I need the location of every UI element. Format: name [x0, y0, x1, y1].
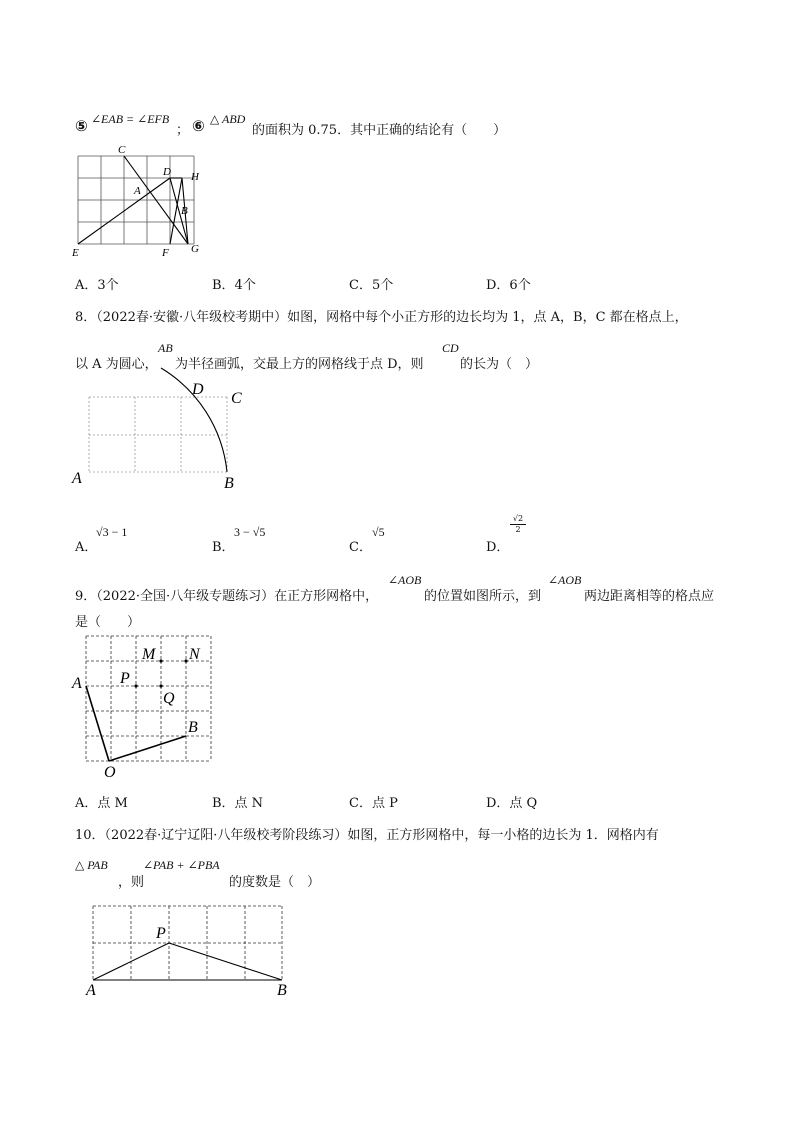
q9-label-Q: Q	[163, 690, 175, 707]
q8-option-b-letter: B．	[212, 540, 235, 555]
q7-option-a: A．3个	[75, 278, 119, 293]
q7-label-D: D	[163, 166, 171, 178]
q7-label-F: F	[162, 247, 169, 259]
q10-label-B: B	[277, 982, 287, 999]
q8-label-C: C	[231, 390, 242, 407]
q10-label-A: A	[86, 982, 96, 999]
q10-label-P: P	[156, 925, 166, 942]
q7-option-c: C．5个	[349, 278, 394, 293]
q8-line2-c: 的长为（ ）	[460, 357, 539, 372]
q9-option-a: A．点 M	[75, 796, 128, 811]
q8-option-b-value: 3 − √5	[234, 525, 266, 539]
item6-marker: ⑥	[192, 117, 205, 135]
q8-option-d-numerator: √2	[510, 514, 526, 525]
q9-line1-b: 的位置如图所示，到	[424, 589, 542, 604]
q9-label-P: P	[120, 670, 130, 687]
q9-math-aob-2: ∠AOB	[548, 573, 582, 587]
q8-math-cd: CD	[442, 341, 459, 355]
q7-label-H: H	[191, 171, 199, 183]
item5-math: ∠EAB = ∠EFB	[91, 112, 170, 126]
q10-math-pab: △ PAB	[75, 858, 108, 872]
q9-line2: 是（ ）	[75, 615, 141, 630]
q10-math-sum: ∠PAB + ∠PBA	[143, 858, 220, 872]
q7-label-C: C	[118, 144, 126, 156]
q9-line1-a: 9．（2022·全国·八年级专题练习）在正方形网格中，	[75, 589, 379, 604]
q9-option-c: C．点 P	[349, 796, 398, 811]
q8-label-A: A	[72, 470, 82, 487]
q7-label-E: E	[72, 247, 79, 259]
q8-option-a-letter: A．	[75, 540, 98, 555]
q9-label-N: N	[189, 646, 200, 663]
q9-label-B: B	[188, 719, 198, 736]
q10-line2-b: 的度数是（ ）	[229, 875, 321, 890]
q9-label-O: O	[104, 764, 116, 781]
q8-option-d-fraction	[510, 514, 526, 535]
item-separator: ；	[176, 123, 190, 138]
item5-marker: ⑤	[75, 117, 88, 135]
q8-figure	[65, 370, 265, 495]
q7-text: 的面积为 0.75．其中正确的结论有（ ）	[252, 123, 507, 138]
q9-label-M: M	[142, 646, 156, 663]
q8-option-d-denominator: 2	[515, 525, 521, 534]
q7-label-A: A	[134, 185, 141, 197]
item6-math: △ ABD	[210, 112, 246, 126]
q10-line2-a: ，则	[118, 875, 145, 890]
q9-option-d: D．点 Q	[486, 796, 538, 811]
q8-label-D: D	[192, 381, 204, 398]
q8-label-B: B	[224, 475, 234, 492]
q10-line1: 10．（2022春·辽宁辽阳·八年级校考阶段练习）如图，正方形网格中，每一小格的边长为 1．网格内有	[75, 828, 659, 843]
q7-label-B: B	[181, 205, 188, 217]
q7-option-d: D．6个	[486, 278, 531, 293]
q8-line1: 8．（2022春·安徽·八年级校考期中）如图，网格中每个小正方形的边长均为 1，点 A，B，C 都在格点上，	[75, 310, 688, 325]
q9-option-b: B．点 N	[212, 796, 264, 811]
q7-label-G: G	[191, 243, 199, 255]
q9-figure	[70, 630, 220, 780]
q8-option-d-letter: D．	[486, 540, 510, 555]
q8-option-a-value: √3 − 1	[96, 525, 128, 539]
q8-option-c-letter: C．	[349, 540, 372, 555]
q9-math-aob-1: ∠AOB	[388, 573, 422, 587]
q9-label-A: A	[72, 675, 82, 692]
q7-option-b: B．4个	[212, 278, 256, 293]
q9-line1-c: 两边距离相等的格点应	[584, 589, 715, 604]
q8-line2-a: 以 A 为圆心，	[75, 357, 158, 372]
q8-option-c-value: √5	[372, 525, 385, 539]
q8-line2-b: 为半径画弧，交最上方的网格线于点 D，则	[175, 357, 424, 372]
q7-figure	[70, 144, 210, 259]
q10-figure	[80, 896, 295, 1006]
q8-math-ab: AB	[158, 341, 173, 355]
